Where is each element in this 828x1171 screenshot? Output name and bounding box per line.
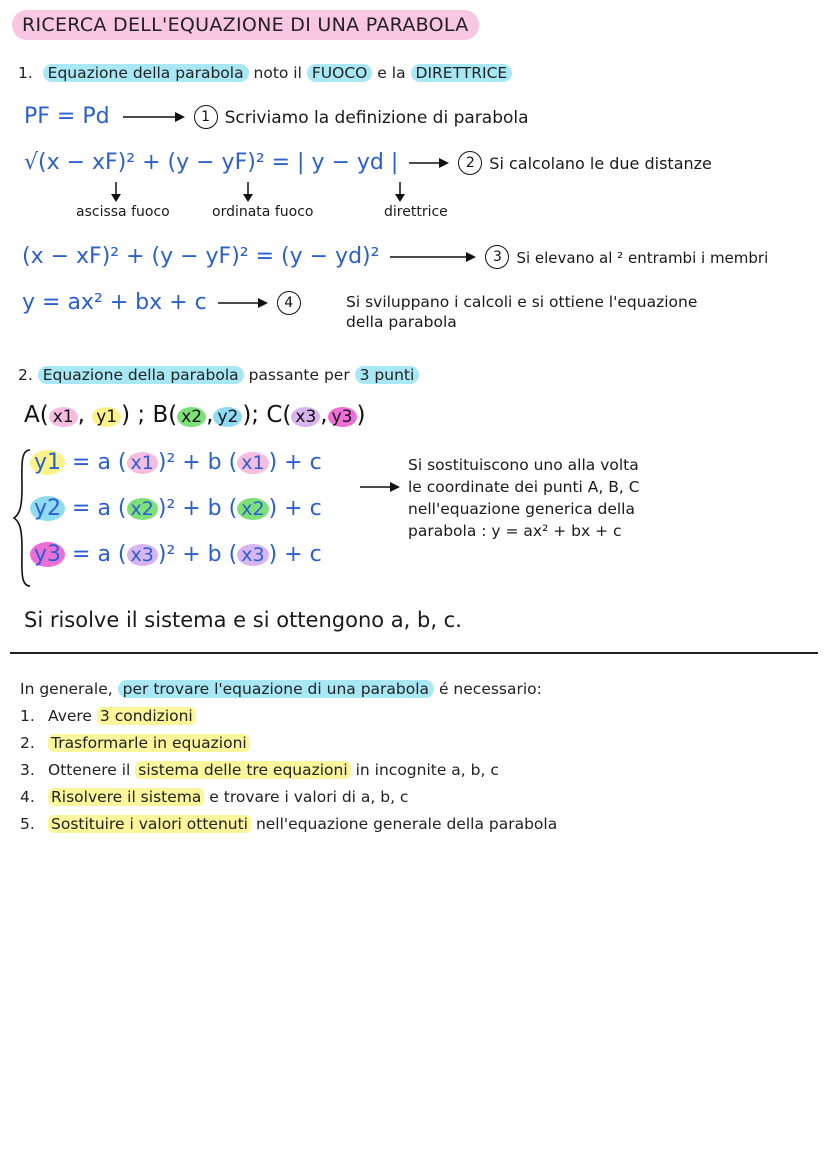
page-title: RICERCA DELL'EQUAZIONE DI UNA PARABOLA [12,10,479,40]
section-2-highlight-equation: Equazione della parabola [38,366,244,384]
general-item-4-highlight: Risolvere il sistema [48,788,204,806]
system-note [408,454,640,542]
general-item-1-number: 1. [20,707,35,725]
system-row-3-b: )² + b ( [157,542,238,567]
system-row-2-c: ) + c [268,496,322,521]
system-conclusion: Si risolve il sistema e si ottengono a, b, c. [24,608,462,632]
system-row-2-a: = a ( [72,496,127,521]
general-item-1-pre: Avere [48,707,92,725]
system-row-1-x2: x1 [237,452,268,474]
system-row-1-x: x1 [127,452,158,474]
step-1-note: Scriviamo la definizione di parabola [224,108,529,128]
system-row-1-a: = a ( [72,450,127,475]
step-3-number-badge: 3 [485,245,509,269]
step-4-note [346,292,697,332]
general-item-5-post: nell'equazione generale della parabola [255,815,558,833]
general-item-2-highlight: Trasformarle in equazioni [48,734,250,752]
section-1-heading [18,64,512,82]
system-y2: y2 [30,496,65,521]
section-divider [10,652,818,654]
general-item-4-number: 4. [20,788,35,806]
section-2-heading [18,366,419,384]
system-row-2-b: )² + b ( [157,496,238,521]
section-1-highlight-direttrice: DIRETTRICE [411,64,513,82]
step-1-row [24,104,529,129]
step-4-number-badge: 4 [277,291,301,315]
step-3-formula: (x − xF)² + (y − yF)² = (y − yd)² [22,244,380,269]
general-item-1-highlight: 3 condizioni [97,707,196,725]
system-row-1-b: )² + b ( [157,450,238,475]
label-ascissa: ascissa fuoco [76,204,170,220]
general-item-3-pre: Ottenere il [48,761,131,779]
general-item-4 [20,788,408,806]
general-intro [20,680,542,698]
point-separator-2: ); C( [242,402,292,428]
section-1-highlight-equation: Equazione della parabola [43,64,249,82]
arrow-right-icon [117,110,187,124]
system-note-line-4: parabola : y = ax² + bx + c [408,522,622,540]
general-item-2 [20,734,250,752]
system-note-line-3: nell'equazione generica della [408,500,635,518]
general-item-5 [20,815,557,833]
general-item-1 [20,707,196,725]
general-item-2-number: 2. [20,734,35,752]
step-3-note: Si elevano al ² entrambi i membri [516,249,769,267]
system-note-line-2: le coordinate dei punti A, B, C [408,478,640,496]
step-2-formula: √(x − xF)² + (y − yF)² = | y − yd | [24,150,399,175]
point-a-open: A( [24,402,49,428]
arrow-down-icon [243,182,253,202]
step-2-note: Si calcolano le due distanze [489,154,712,173]
system-row-3-c: ) + c [268,542,322,567]
system-row-1-c: ) + c [268,450,322,475]
step-4-row [22,290,301,315]
label-ordinata: ordinata fuoco [212,204,314,220]
label-arrows [100,180,420,204]
system-row-1 [30,450,322,475]
section-2-highlight-points: 3 punti [355,366,420,384]
point-x2: x2 [177,407,206,427]
step-4-formula: y = ax² + bx + c [22,290,207,315]
general-item-5-number: 5. [20,815,35,833]
general-item-3-highlight: sistema delle tre equazioni [135,761,350,779]
step-1-number-badge: 1 [194,105,218,129]
step-2-number-badge: 2 [458,151,482,175]
system-row-3-x2: x3 [237,544,268,566]
arrow-right-icon [386,250,478,264]
section-2-text: passante per [248,366,350,384]
system-row-3-a: = a ( [72,542,127,567]
arrow-down-icon [395,182,405,202]
point-separator-1: ) ; B( [121,402,178,428]
step-1-formula: PF = Pd [24,104,110,129]
point-close: ) [356,402,366,428]
section-1-number: 1. [18,64,33,82]
general-intro-text-1: In generale, [20,680,113,698]
general-item-4-post: e trovare i valori di a, b, c [209,788,409,806]
general-item-3 [20,761,499,779]
general-item-3-post: in incognite a, b, c [355,761,499,779]
step-3-row [22,244,768,269]
section-1-highlight-fuoco: FUOCO [307,64,372,82]
step-4-note-line-2: della parabola [346,313,457,331]
label-direttrice: direttrice [384,204,448,220]
section-2-number: 2. [18,366,33,384]
general-item-3-number: 3. [20,761,35,779]
system-row-3 [30,542,322,567]
system-note-line-1: Si sostituiscono uno alla volta [408,456,639,474]
points-row: A( x1 , y1 ) ; B( x2 , y2 ); C( x3 , y3 ) [24,402,366,428]
general-intro-highlight: per trovare l'equazione di una parabola [118,680,434,698]
step-2-row [24,150,712,175]
arrow-right-icon [214,296,270,310]
point-y2: y2 [213,407,242,427]
system-y3: y3 [30,542,65,567]
system-y1: y1 [30,450,65,475]
system-row-2-x2: x2 [237,498,268,520]
general-intro-text-2: é necessario: [438,680,542,698]
arrow-right-icon [405,156,451,170]
system-row-2 [30,496,322,521]
point-y3: y3 [328,407,357,427]
point-y1: y1 [92,407,121,427]
general-item-5-highlight: Sostituire i valori ottenuti [48,815,251,833]
arrow-right-icon [358,480,402,494]
arrow-down-icon [111,182,121,202]
section-1-text-2: e la [377,64,406,82]
system-row-2-x: x2 [127,498,158,520]
step-4-note-line-1: Si sviluppano i calcoli e si ottiene l'equazione [346,293,698,311]
point-x1: x1 [49,407,78,427]
system-row-3-x: x3 [127,544,158,566]
section-1-text-1: noto il [253,64,302,82]
point-x3: x3 [291,407,320,427]
